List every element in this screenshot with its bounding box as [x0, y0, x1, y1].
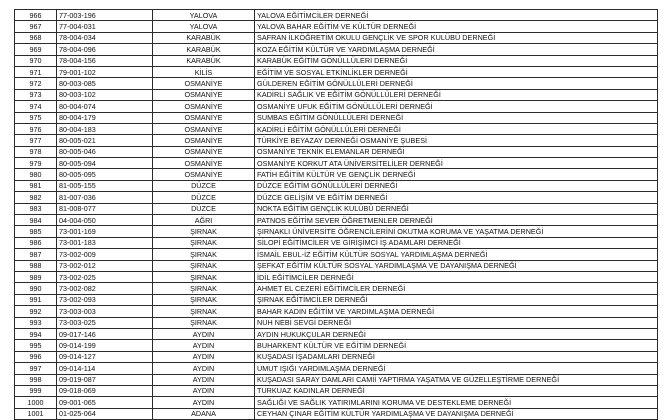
city-name: OSMANİYE: [153, 112, 255, 123]
association-name: YALOVA BAHAR EĞİTİM VE KÜLTÜR DERNEĞİ: [255, 21, 658, 32]
registry-code: 81-007-036: [57, 192, 153, 203]
city-name: AYDIN: [153, 385, 255, 396]
row-number: 971: [15, 66, 57, 77]
association-name: DÜZCE GELİŞİM VE EĞİTİM DERNEĞİ: [255, 192, 658, 203]
row-number: 986: [15, 237, 57, 248]
table-row: [15, 89, 658, 100]
city-name: DÜZCE: [153, 203, 255, 214]
city-name: ŞIRNAK: [153, 317, 255, 328]
row-number: 979: [15, 158, 57, 169]
city-name: DÜZCE: [153, 180, 255, 191]
city-name: OSMANİYE: [153, 123, 255, 134]
registry-code: 73-003-025: [57, 317, 153, 328]
row-number: 994: [15, 328, 57, 339]
association-name: EĞİTİM VE SOSYAL ETKİNLİKLER DERNEĞİ: [255, 66, 658, 77]
table-row: [15, 215, 658, 226]
table-row: [15, 203, 658, 214]
row-number: 978: [15, 146, 57, 157]
association-name: ŞEFKAT EĞİTİM KÜLTÜR SOSYAL YARDIMLAŞMA VE DAYANIŞMA DERNEĞİ: [255, 260, 658, 271]
registry-code: 78-004-034: [57, 32, 153, 43]
city-name: KARABÜK: [153, 55, 255, 66]
city-name: OSMANİYE: [153, 146, 255, 157]
table-row: [15, 328, 658, 339]
association-name: UMUT IŞIĞI YARDIMLAŞMA DERNEĞİ: [255, 363, 658, 374]
row-number: 967: [15, 21, 57, 32]
table-row: [15, 135, 658, 146]
registry-code: 09-014-114: [57, 363, 153, 374]
city-name: ŞIRNAK: [153, 283, 255, 294]
row-number: 988: [15, 260, 57, 271]
city-name: AYDIN: [153, 397, 255, 408]
registry-code: 79-001-102: [57, 66, 153, 77]
registry-code: 80-005-095: [57, 169, 153, 180]
row-number: 987: [15, 249, 57, 260]
row-number: 977: [15, 135, 57, 146]
row-number: 1000: [15, 397, 57, 408]
association-name: GÜLDEREN EĞİTİM GÖNÜLLÜLERİ DERNEĞİ: [255, 78, 658, 89]
registry-code: 09-018-069: [57, 385, 153, 396]
city-name: OSMANİYE: [153, 158, 255, 169]
association-name: KADİRLİ SAĞLIK VE EĞİTİM GÖNÜLLÜLERİ DERNEĞİ: [255, 89, 658, 100]
registry-code: 81-008-077: [57, 203, 153, 214]
association-name: AHMET EL CEZERİ EĞİTİMCİLER DERNEĞİ: [255, 283, 658, 294]
city-name: AYDIN: [153, 340, 255, 351]
association-name: BAHAR KADIN EĞİTİM VE YARDIMLAŞMA DERNEĞİ: [255, 306, 658, 317]
association-name: FATİH EĞİTİM KÜLTÜR VE GENÇLİK DERNEĞİ: [255, 169, 658, 180]
row-number: 989: [15, 271, 57, 282]
table-row: [15, 169, 658, 180]
city-name: KARABÜK: [153, 44, 255, 55]
city-name: ŞIRNAK: [153, 226, 255, 237]
registry-code: 80-005-021: [57, 135, 153, 146]
registry-code: 01-025-064: [57, 408, 153, 419]
table-row: [15, 249, 658, 260]
row-number: 998: [15, 374, 57, 385]
city-name: AYDIN: [153, 363, 255, 374]
association-name: BUHARKENT KÜLTÜR VE EĞİTİM DERNEĞİ: [255, 340, 658, 351]
association-name: KADİRLİ EĞİTİM GÖNÜLLÜLERİ DERNEĞİ: [255, 123, 658, 134]
table-row: [15, 78, 658, 89]
registry-code: 09-014-199: [57, 340, 153, 351]
table-row: [15, 192, 658, 203]
row-number: 976: [15, 123, 57, 134]
association-name: OSMANİYE KORKUT ATA ÜNİVERSİTELİLER DERNEĞİ: [255, 158, 658, 169]
table-row: [15, 158, 658, 169]
registry-code: 80-004-074: [57, 101, 153, 112]
row-number: 983: [15, 203, 57, 214]
registry-code: 81-005-155: [57, 180, 153, 191]
registry-code: 73-001-183: [57, 237, 153, 248]
row-number: 992: [15, 306, 57, 317]
association-name: TURKUAZ KADINLAR DERNEĞİ: [255, 385, 658, 396]
city-name: ŞIRNAK: [153, 237, 255, 248]
city-name: AYDIN: [153, 328, 255, 339]
row-number: 990: [15, 283, 57, 294]
table-row: [15, 363, 658, 374]
registry-code: 78-004-096: [57, 44, 153, 55]
registry-code: 73-002-093: [57, 294, 153, 305]
city-name: ŞIRNAK: [153, 249, 255, 260]
table-row: [15, 317, 658, 328]
registry-code: 04-004-050: [57, 215, 153, 226]
city-name: OSMANİYE: [153, 135, 255, 146]
association-name: SAFRAN İLKÖĞRETİM OKULU GENÇLİK VE SPOR KULÜBÜ DERNEĞİ: [255, 32, 658, 43]
registry-code: 80-005-094: [57, 158, 153, 169]
table-row: [15, 123, 658, 134]
table-row: [15, 294, 658, 305]
registry-code: 78-004-156: [57, 55, 153, 66]
table-row: [15, 374, 658, 385]
association-name: İDİL EĞİTİMCİLER DERNEĞİ: [255, 271, 658, 282]
city-name: DÜZCE: [153, 192, 255, 203]
city-name: YALOVA: [153, 10, 255, 21]
row-number: 996: [15, 351, 57, 362]
city-name: OSMANİYE: [153, 78, 255, 89]
table-row: [15, 408, 658, 419]
registry-code: 80-004-183: [57, 123, 153, 134]
registry-code: 77-004-031: [57, 21, 153, 32]
row-number: 981: [15, 180, 57, 191]
row-number: 982: [15, 192, 57, 203]
row-number: 966: [15, 10, 57, 21]
city-name: ŞIRNAK: [153, 294, 255, 305]
registry-code: 77-003-196: [57, 10, 153, 21]
association-name: PATNOS EĞİTİM SEVER ÖĞRETMENLER DERNEĞİ: [255, 215, 658, 226]
association-name: SİLOPİ EĞİTİMCİLER VE GİRİŞİMCİ İŞ ADAMLARI DERNEĞİ: [255, 237, 658, 248]
city-name: ŞIRNAK: [153, 260, 255, 271]
row-number: 991: [15, 294, 57, 305]
association-name: KOZA EĞİTİM KÜLTÜR VE YARDIMLAŞMA DERNEĞİ: [255, 44, 658, 55]
association-name: KARABÜK EĞİTİM GÖNÜLLÜLERİ DERNEĞİ: [255, 55, 658, 66]
association-name: NUH NEBİ SEVGİ DERNEĞİ: [255, 317, 658, 328]
table-row: [15, 260, 658, 271]
association-name: YALOVA EĞİTİMCİLER DERNEĞİ: [255, 10, 658, 21]
association-list-page: [14, 9, 657, 419]
association-name: CEYHAN ÇINAR EĞİTİM KÜLTÜR YARDIMLAŞMA VE DAYANIŞMA DERNEĞİ: [255, 408, 658, 419]
registry-code: 73-002-009: [57, 249, 153, 260]
city-name: AYDIN: [153, 351, 255, 362]
association-name: OSMANİYE UFUK EĞİTİM GÖNÜLLÜLERİ DERNEĞİ: [255, 101, 658, 112]
table-row: [15, 32, 658, 43]
row-number: 984: [15, 215, 57, 226]
table-row: [15, 351, 658, 362]
table-row: [15, 226, 658, 237]
association-name: ŞIRNAK EĞİTİMCİLER DERNEĞİ: [255, 294, 658, 305]
registry-code: 73-001-169: [57, 226, 153, 237]
registry-code: 73-002-025: [57, 271, 153, 282]
table-row: [15, 21, 658, 32]
registry-code: 09-019-087: [57, 374, 153, 385]
table-row: [15, 10, 658, 21]
registry-code: 73-002-082: [57, 283, 153, 294]
row-number: 970: [15, 55, 57, 66]
city-name: ADANA: [153, 408, 255, 419]
registry-code: 09-001-065: [57, 397, 153, 408]
row-number: 974: [15, 101, 57, 112]
table-row: [15, 112, 658, 123]
city-name: KİLİS: [153, 66, 255, 77]
row-number: 995: [15, 340, 57, 351]
city-name: AYDIN: [153, 374, 255, 385]
table-row: [15, 283, 658, 294]
city-name: ŞIRNAK: [153, 306, 255, 317]
association-name: DÜZCE EĞİTİM GÖNÜLLÜLERİ DERNEĞİ: [255, 180, 658, 191]
association-table-body: [15, 10, 658, 420]
row-number: 972: [15, 78, 57, 89]
registry-code: 80-003-085: [57, 78, 153, 89]
row-number: 969: [15, 44, 57, 55]
city-name: ŞIRNAK: [153, 271, 255, 282]
association-name: KUŞADASI İŞADAMLARI DERNEĞİ: [255, 351, 658, 362]
table-row: [15, 55, 658, 66]
row-number: 975: [15, 112, 57, 123]
association-name: ŞIRNAKLI ÜNİVERSİTE ÖĞRENCİLERİNİ OKUTMA KORUMA VE YAŞATMA DERNEĞİ: [255, 226, 658, 237]
row-number: 985: [15, 226, 57, 237]
row-number: 980: [15, 169, 57, 180]
table-row: [15, 101, 658, 112]
association-name: OSMANİYE TEKNİK ELEMANLAR DERNEĞİ: [255, 146, 658, 157]
association-name: AYDIN HUKUKÇULAR DERNEĞİ: [255, 328, 658, 339]
registry-code: 80-005-046: [57, 146, 153, 157]
registry-code: 73-003-003: [57, 306, 153, 317]
row-number: 993: [15, 317, 57, 328]
row-number: 973: [15, 89, 57, 100]
table-row: [15, 306, 658, 317]
registry-code: 80-004-179: [57, 112, 153, 123]
city-name: OSMANİYE: [153, 89, 255, 100]
registry-code: 80-003-102: [57, 89, 153, 100]
city-name: OSMANİYE: [153, 169, 255, 180]
row-number: 968: [15, 32, 57, 43]
table-row: [15, 44, 658, 55]
association-name: KUŞADASI SARAY DAMLARI CAMİİ YAPTIRMA YAŞATMA VE GÜZELLEŞTİRME DERNEĞİ: [255, 374, 658, 385]
table-row: [15, 66, 658, 77]
association-name: NOKTA EĞİTİM GENÇLİK KULÜBÜ DERNEĞİ: [255, 203, 658, 214]
row-number: 999: [15, 385, 57, 396]
association-name: SAĞLIĞI VE SAĞLIK YATIRIMLARINI KORUMA VE DESTEKLEME DERNEĞİ: [255, 397, 658, 408]
registry-code: 73-002-012: [57, 260, 153, 271]
table-row: [15, 397, 658, 408]
association-table: [14, 9, 658, 420]
table-row: [15, 146, 658, 157]
table-row: [15, 340, 658, 351]
table-row: [15, 180, 658, 191]
table-row: [15, 237, 658, 248]
table-row: [15, 385, 658, 396]
association-name: TÜRKİYE BEYAZAY DERNEĞİ OSMANİYE ŞUBESİ: [255, 135, 658, 146]
city-name: OSMANİYE: [153, 101, 255, 112]
row-number: 997: [15, 363, 57, 374]
association-name: İSMAİL EBUL-İZ EĞİTİM KÜLTÜR SOSYAL YARDIMLAŞMA DERNEĞİ: [255, 249, 658, 260]
city-name: AĞRI: [153, 215, 255, 226]
city-name: KARABÜK: [153, 32, 255, 43]
association-name: SUMBAS EĞİTİM GÖNÜLLÜLERİ DERNEĞİ: [255, 112, 658, 123]
city-name: YALOVA: [153, 21, 255, 32]
registry-code: 09-017-146: [57, 328, 153, 339]
table-row: [15, 271, 658, 282]
registry-code: 09-014-127: [57, 351, 153, 362]
row-number: 1001: [15, 408, 57, 419]
